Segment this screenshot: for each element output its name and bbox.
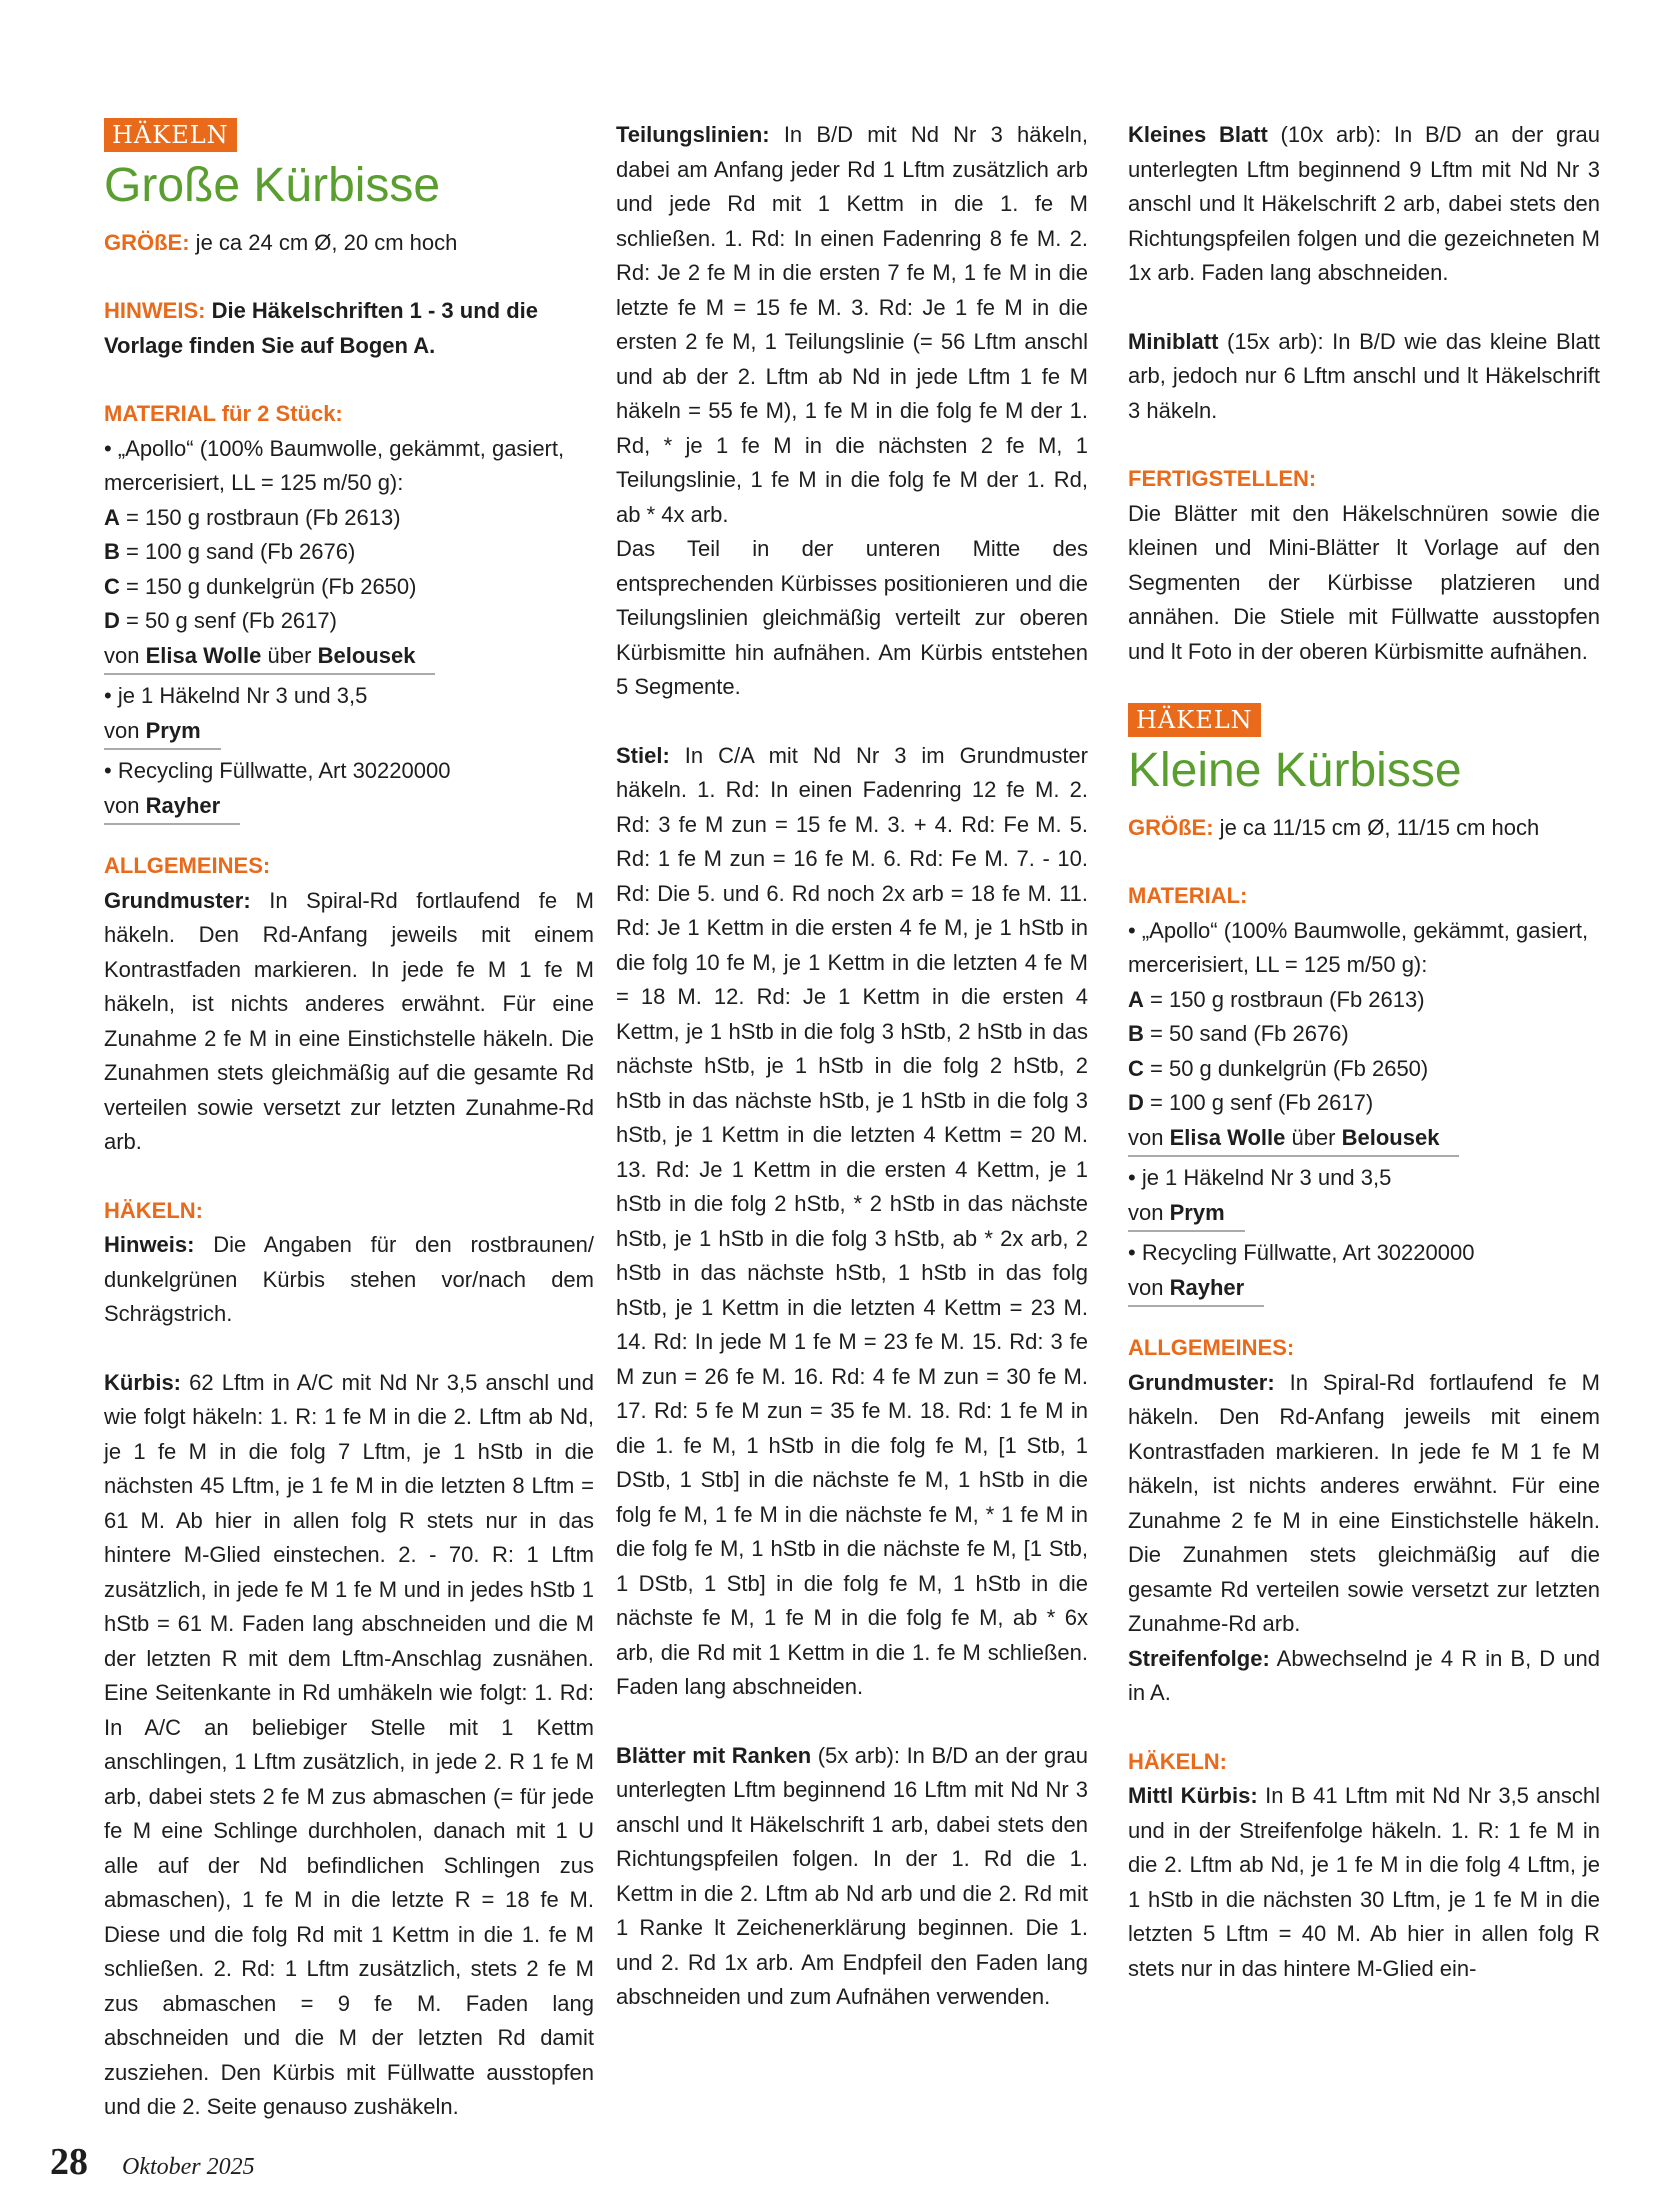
crochet-heading: HÄKELN: [104,1197,203,1223]
issue-date: Oktober 2025 [122,2154,255,2180]
stripe-sequence: Streifenfolge: Abwechselnd je 4 R in B, D und in A. [1128,1645,1600,1705]
page-number: 28 [50,2141,88,2183]
category-tag-2: HÄKELN [1128,703,1261,737]
column-2 [616,118,1088,2015]
column-1 [104,118,594,2125]
size-info: GRÖßE: je ca 24 cm Ø, 20 cm hoch [104,229,458,255]
mini-leaf: Miniblatt (15x arb): In B/D wie das kleine Blatt arb, jedoch nur 6 Lftm anschl und lt Häkelschrift 3 häkeln. [1128,328,1600,423]
supplier-filling-small: von Rayher [1128,1271,1264,1308]
color-d: D = 50 g senf (Fb 2617) [104,608,337,633]
material-heading-small: MATERIAL: [1128,883,1248,908]
page-footer [50,2140,255,2184]
supplier-filling: von Rayher [104,789,240,826]
color-a-small: A = 150 g rostbraun (Fb 2613) [1128,986,1425,1012]
stem-instructions: Stiel: In C/A mit Nd Nr 3 im Grundmuster häkeln. 1. Rd: In einen Fadenring 12 fe M. 2. Rd: 3 fe M zun = 15 fe M. 3. + 4. Rd: Fe M. 5. Rd: 1 fe M zun = 16 fe M. 6. Rd: Fe M. 7. - 10. Rd: Die 5. und 6. Rd noch 2x arb = 18 fe M. 11. Rd: Je 1 Kettm in die ersten 4 fe M, je 1 hStb in die folg 10 fe M, je 1 Kettm in die letzten 4 fe M = 18 M. 12. Rd: Je 1 Kettm in die ersten 4 Kettm, je 1 hStb in die folg 3 hStb, 2 hStb in das nächste hStb, je 1 hStb in die folg 2 hStb, 2 hStb in das nächste hStb, je 1 hStb in die folg 3 hStb, je 1 Kettm in die letzten 4 Kettm = 20 M. 13. Rd: Je 1 Kettm in die ersten 4 Kettm, je 1 hStb in die folg 2 hStb, * 2 hStb in das nächste hStb, je 1 hStb in die folg 3 hStb, ab * 2x arb, 2 hStb in das nächste hStb, 1 hStb in das folg hStb, je 1 Kettm in die letzten 4 Kettm = 23 M. 14. Rd: In jede M 1 fe M = 23 fe M. 15. Rd: 3 fe M zun = 26 fe M. 16. Rd: 4 fe M zun = 30 fe M. 17. Rd: 5 fe M zun = 35 fe M. 18. Rd: 1 fe M in die 1. fe M, 1 hStb in die folg fe M, [1 Stb, 1 DStb, 1 Stb] in die nächste fe M, 1 hStb in die folg fe M, 1 fe M in die nächste fe M, * 1 fe M in die folg fe M, 1 hStb in die nächste fe M, [1 Stb, 1 DStb, 1 Stb] in die folg fe M, 1 hStb in die nächste fe M, 1 fe M in die folg fe M, ab * 6x arb, die Rd mit 1 Kettm in die 1. fe M schließen. Faden lang abschneiden. [616,742,1088,1699]
page-title: Große Kürbisse [104,158,441,212]
color-d-small: D = 100 g senf (Fb 2617) [1128,1090,1374,1115]
color-c: C = 150 g dunkelgrün (Fb 2650) [104,573,417,599]
hook-info: • je 1 Häkelnd Nr 3 und 3,5 [104,683,368,708]
category-tag: HÄKELN [104,118,237,152]
basic-pattern: Grundmuster: In Spiral-Rd fortlaufend fe M häkeln. Den Rd-Anfang jeweils mit einem Kontrastfaden markieren. In jede fe M 1 fe M häkeln, ist nichts anderes erwähnt. Für eine Zunahme 2 fe M in eine Einstichstelle häkeln. Die Zunahmen stets gleichmäßig auf die gesamte Rd verteilen sowie versetzt zur letzten Zunahme-Rd arb. [104,887,594,1154]
filling-info-small: • Recycling Füllwatte, Art 30220000 [1128,1240,1475,1265]
section-title-small: Kleine Kürbisse [1128,743,1462,797]
filling-info: • Recycling Füllwatte, Art 30220000 [104,758,451,783]
leaves-with-tendrils: Blätter mit Ranken (5x arb): In B/D an der grau unterlegten Lftm beginnend 16 Lftm mit Nd Nr 3 anschl und lt Häkelschrift 1 arb, dabei stets den Richtungspfeilen folgen. In der 1. Rd die 1. Kettm in die 2. Lftm ab Nd arb und die 2. Rd mit 1 Ranke lt Zeichenerklärung beginnen. Die 1. und 2. Rd 1x arb. Am Endpfeil den Faden lang abschneiden und zum Aufnähen verwenden. [616,1742,1088,2009]
color-a: A = 150 g rostbraun (Fb 2613) [104,504,401,530]
size-info-small: GRÖßE: je ca 11/15 cm Ø, 11/15 cm hoch [1128,814,1540,840]
crochet-note: Hinweis: Die Angaben für den rostbraunen/ dunkelgrünen Kürbis stehen vor/nach dem Schrägstrich. [104,1232,594,1326]
color-c-small: C = 50 g dunkelgrün (Fb 2650) [1128,1055,1429,1081]
supplier-yarn-small: von Elisa Wolle über Belousek [1128,1121,1459,1158]
general-heading: ALLGEMEINES: [104,853,271,878]
division-lines-placement: Das Teil in der unteren Mitte des entsprechenden Kürbisses positionieren und die Teilungslinien gleichmäßig verteilt zur oberen Kürbismitte hin aufnähen. Am Kürbis entstehen 5 Segmente. [616,536,1088,699]
finishing-heading: FERTIGSTELLEN: [1128,466,1317,491]
column-3 [1128,118,1600,1986]
yarn-info: • „Apollo“ (100% Baumwolle, gekämmt, gasiert, mercerisiert, LL = 125 m/50 g): [104,435,565,495]
color-b-small: B = 50 sand (Fb 2676) [1128,1021,1349,1046]
finishing-text: Die Blätter mit den Häkelschnüren sowie die kleinen und Mini-Blätter lt Vorlage auf den Segmenten der Kürbisse platzieren und annähen. Die Stiele mit Füllwatte ausstopfen und lt Foto in der oberen Kürbismitte aufnähen. [1128,500,1600,664]
basic-pattern-small: Grundmuster: In Spiral-Rd fortlaufend fe M häkeln. Den Rd-Anfang jeweils mit einem Kontrastfaden markieren. In jede fe M 1 fe M häkeln, ist nichts anderes erwähnt. Für eine Zunahme 2 fe M in eine Einstichstelle häkeln. Die Zunahmen stets gleichmäßig auf die gesamte Rd verteilen sowie versetzt zur letzten Zunahme-Rd arb. [1128,1369,1600,1636]
supplier-yarn: von Elisa Wolle über Belousek [104,639,435,676]
supplier-hook-small: von Prym [1128,1196,1245,1233]
division-lines: Teilungslinien: In B/D mit Nd Nr 3 häkeln, dabei am Anfang jeder Rd 1 Lftm zusätzlich arb und jede Rd mit 1 Kettm in die 1. fe M schließen. 1. Rd: In einen Fadenring 8 fe M. 2. Rd: Je 2 fe M in die ersten 7 fe M, 1 fe M in die letzte fe M = 15 fe M. 3. Rd: Je 1 fe M in die ersten 2 fe M, 1 Teilungslinie (= 56 Lftm anschl und ab der 2. Lftm ab Nd in jede Lftm 1 fe M häkeln = 55 fe M), 1 fe M in die folg fe M der 1. Rd, * je 1 fe M in die nächsten 2 fe M, 1 Teilungslinie, 1 fe M in die folg fe M der 1. Rd, ab * 4x arb. [616,122,1088,527]
crochet-heading-small: HÄKELN: [1128,1748,1227,1774]
supplier-hook: von Prym [104,714,221,751]
yarn-info-small: • „Apollo“ (100% Baumwolle, gekämmt, gasiert, mercerisiert, LL = 125 m/50 g): [1128,917,1589,977]
middle-pumpkin: Mittl Kürbis: In B 41 Lftm mit Nd Nr 3,5 anschl und in der Streifenfolge häkeln. 1. R: 1 fe M in die 2. Lftm ab Nd, je 1 fe M in die folg 4 Lftm, je 1 hStb in die nächsten 30 Lftm, je 1 fe M in die letzten 5 Lftm = 40 M. Ab hier in allen folg R stets nur in das hintere M-Glied ein- [1128,1783,1600,1981]
color-b: B = 100 g sand (Fb 2676) [104,539,356,564]
pumpkin-instructions: Kürbis: 62 Lftm in A/C mit Nd Nr 3,5 anschl und wie folgt häkeln: 1. R: 1 fe M in die 2. Lftm ab Nd, je 1 fe M in die folg 7 Lftm, je 1 hStb in die nächsten 45 Lftm, je 1 fe M in die letzten 8 Lftm = 61 M. Ab hier in allen folg R stets nur in das hintere M-Glied einstechen. 2. - 70. R: 1 Lftm zusätzlich, in jede fe M 1 fe M und in jedes hStb 1 hStb = 61 M. Faden lang abschneiden und die M der letzten R mit dem Lftm-Anschlag zusnähen. Eine Seitenkante in Rd umhäkeln wie folgt: 1. Rd: In A/C an beliebiger Stelle mit 1 Kettm anschlingen, 1 Lftm zusätzlich, in jede 2. R 1 fe M arb, dabei stets 2 fe M zus abmaschen (= für jede fe M eine Schlinge durchholen, danach mit 1 U alle auf der Nd befindlichen Schlingen zus abmaschen), 1 fe M in die letzte R = 18 fe M. Diese und die folg Rd mit 1 Kettm in die 1. fe M schließen. 2. Rd: 1 Lftm zusätzlich, stets 2 fe M zus abmaschen = 9 fe M. Faden lang abschneiden und die M der letzten Rd damit zusziehen. Den Kürbis mit Füllwatte ausstopfen und die 2. Seite genauso zushäkeln. [104,1369,594,2119]
material-heading: MATERIAL für 2 Stück: [104,401,343,426]
general-heading-small: ALLGEMEINES: [1128,1335,1295,1360]
hook-info-small: • je 1 Häkelnd Nr 3 und 3,5 [1128,1165,1392,1190]
note: HINWEIS: Die Häkelschriften 1 - 3 und die Vorlage finden Sie auf Bogen A. [104,298,538,358]
small-leaf: Kleines Blatt (10x arb): In B/D an der grau unterlegten Lftm beginnend 9 Lftm mit Nd Nr 3 anschl und lt Häkelschrift 2 arb, dabei stets den Richtungspfeilen folgen und die gezeichneten M 1x arb. Faden lang abschneiden. [1128,122,1601,285]
